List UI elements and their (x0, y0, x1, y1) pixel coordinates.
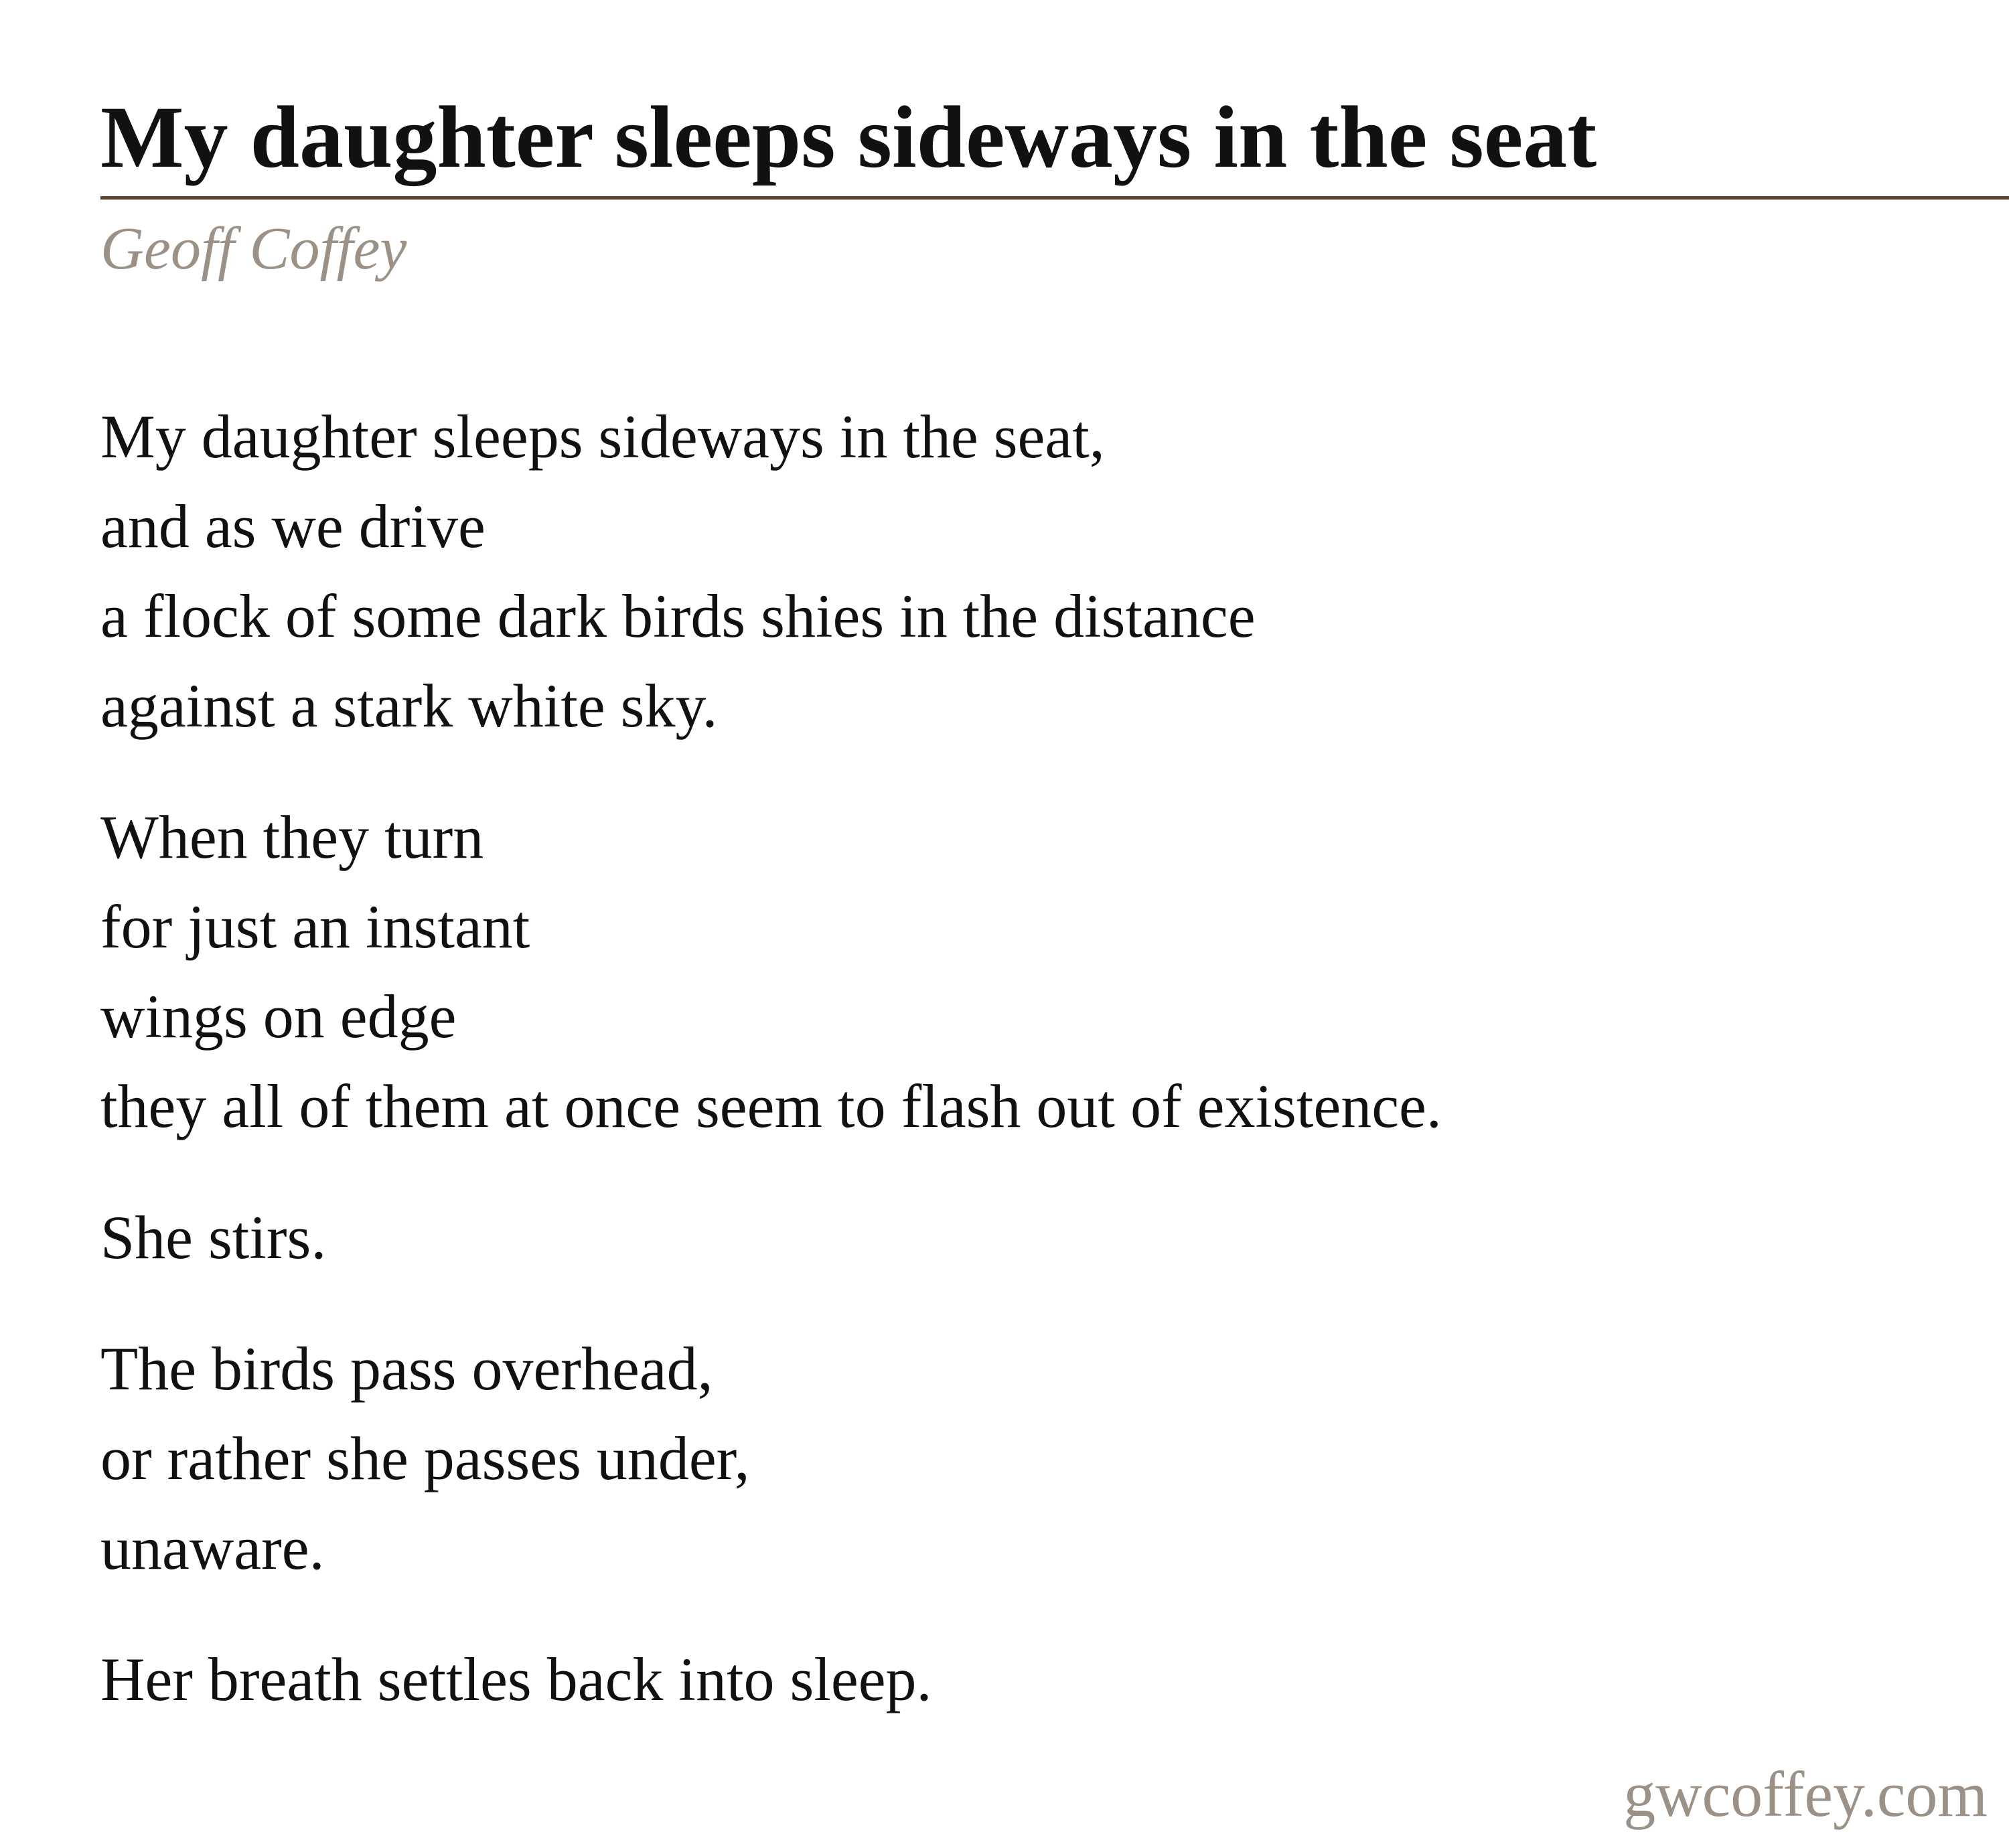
poem-line: Her breath settles back into sleep. (100, 1645, 932, 1713)
poem-line: for just an instant (100, 893, 530, 961)
stanza-3 (100, 1192, 1976, 1282)
poem-author: Geoff Coffey (100, 216, 407, 282)
title-divider (100, 196, 2009, 200)
poem-line: She stirs. (100, 1203, 327, 1272)
stanza-4 (100, 1324, 1976, 1593)
poem-line: or rather she passes under, (100, 1424, 750, 1492)
poem-title: My daughter sleeps sideways in the seat (100, 88, 1597, 186)
stanza-1 (100, 392, 1976, 751)
poem-line: they all of them at once seem to flash out of existence. (100, 1072, 1442, 1140)
poem-line: wings on edge (100, 982, 457, 1051)
poem-line: a flock of some dark birds shies in the distance (100, 582, 1256, 650)
poem-line: against a stark white sky. (100, 672, 718, 740)
stanza-5 (100, 1634, 1976, 1724)
poem-line: unaware. (100, 1514, 325, 1582)
poem-line: My daughter sleeps sideways in the seat, (100, 402, 1105, 471)
poem-line: The birds pass overhead, (100, 1334, 713, 1403)
stanza-2 (100, 792, 1976, 1151)
site-link[interactable]: gwcoffey.com (1623, 1758, 1988, 1830)
poem-line: When they turn (100, 803, 484, 871)
poem-line: and as we drive (100, 492, 486, 560)
poem-body (100, 392, 1976, 1724)
